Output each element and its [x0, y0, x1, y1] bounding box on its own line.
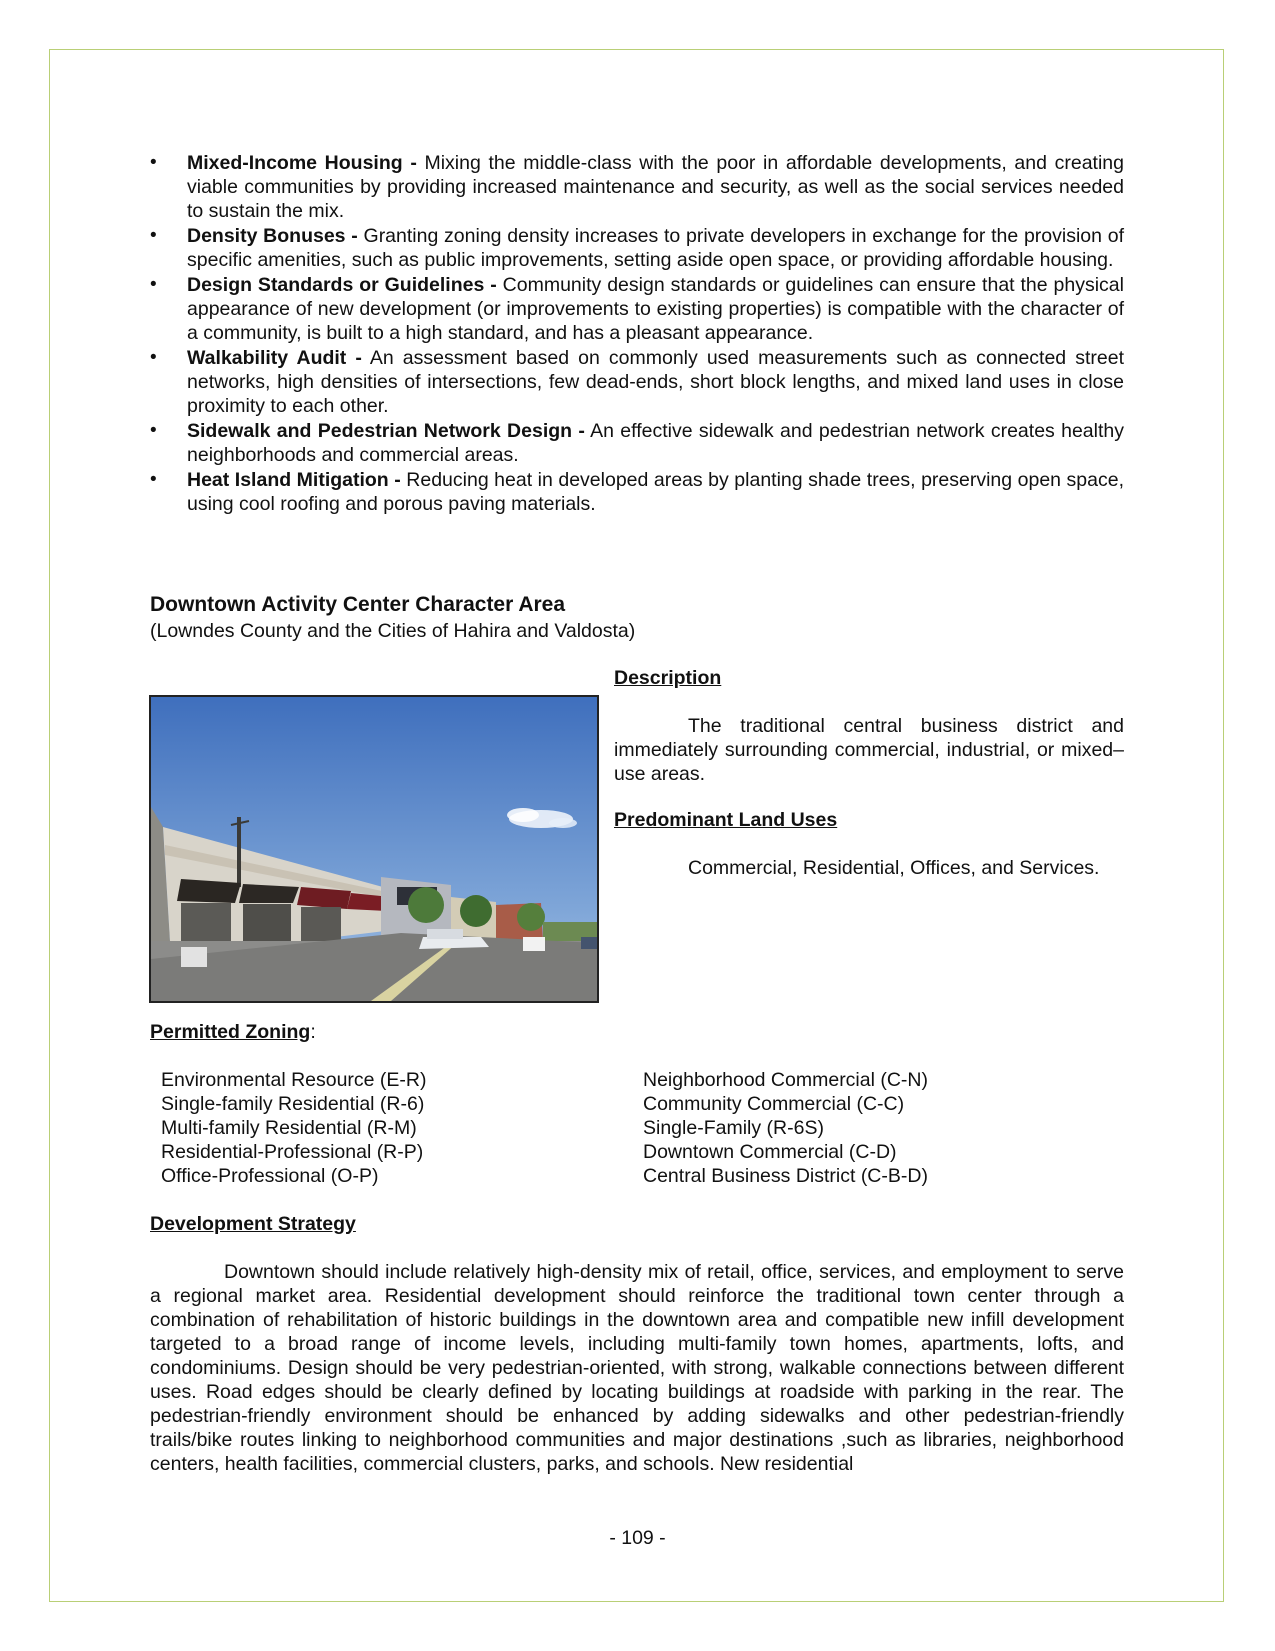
zoning-item: Residential-Professional (R-P)	[161, 1141, 424, 1163]
strategy-bullet-list	[150, 151, 1124, 516]
zoning-heading-line	[150, 1020, 316, 1044]
bullet-item	[150, 468, 1124, 516]
zoning-item: Multi-family Residential (R-M)	[161, 1117, 417, 1139]
bullet-item	[150, 419, 1124, 467]
bullet-term: Heat Island Mitigation -	[187, 469, 401, 491]
zoning-item: Office-Professional (O-P)	[161, 1165, 379, 1187]
zoning-item: Downtown Commercial (C-D)	[643, 1141, 897, 1163]
description-text: The traditional central business district and immediately surrounding commercial, industrial, or mixed–use areas.	[614, 715, 1124, 785]
strategy-text: Downtown should include relatively high-density mix of retail, office, services, and employment to serve a regional market area. Residential development should reinforce the traditional town center through a combination of rehabilitation of historic buildings in the downtown area and compatible new infill development targeted to a broad range of income levels, including multi-family town homes, apartments, lofts, and condominiums. Design should be very pedestrian-oriented, with strong, walkable connections between different uses. Road edges should be clearly defined by locating buildings at roadside with parking in the rear. The pedestrian-friendly environment should be enhanced by adding sidewalks and other pedestrian-friendly trails/bike routes linking to neighborhood communities and major destinations ,such as libraries, neighborhood centers, health facilities, commercial clusters, parks, and schools. New residential	[150, 1261, 1124, 1475]
section-title: Downtown Activity Center Character Area	[150, 593, 566, 616]
bullet-term: Density Bonuses -	[187, 225, 358, 247]
zoning-list-right	[643, 1068, 928, 1188]
bullet-term: Walkability Audit -	[187, 347, 362, 369]
bullet-text: Mixing the middle-class with the poor in affordable developments, and creating viable communities by providing increased maintenance and security, as well as the social services needed to sustain the mix.	[187, 152, 1124, 222]
bullet-item	[150, 346, 1124, 418]
bullet-item	[150, 273, 1124, 345]
bullet-term: Design Standards or Guidelines -	[187, 274, 497, 296]
strategy-heading: Development Strategy	[150, 1213, 356, 1235]
zoning-item: Single-Family (R-6S)	[643, 1117, 824, 1139]
zoning-item: Environmental Resource (E-R)	[161, 1069, 427, 1091]
zoning-item: Neighborhood Commercial (C-N)	[643, 1069, 929, 1091]
section-subtitle: (Lowndes County and the Cities of Hahira and Valdosta)	[150, 620, 636, 642]
bullet-text: An assessment based on commonly used measurements such as connected street networks, high densities of intersections, few dead-ends, short block lengths, and mixed land uses in close proximity to each other.	[187, 347, 1124, 417]
bullet-term: Mixed-Income Housing -	[187, 152, 417, 174]
bullet-text: Community design standards or guidelines can ensure that the physical appearance of new development (or improvements to existing properties) is compatible with the character of a community, is built to a high standard, and has a pleasant appearance.	[187, 274, 1124, 344]
description-heading: Description	[614, 667, 722, 689]
zoning-list-left	[161, 1068, 427, 1188]
land-uses-text: Commercial, Residential, Offices, and Services.	[688, 857, 1100, 879]
bullet-term: Sidewalk and Pedestrian Network Design -	[187, 420, 585, 442]
downtown-street-photo	[149, 695, 599, 1003]
zoning-heading: Permitted Zoning	[150, 1021, 311, 1043]
bullet-text: Granting zoning density increases to private developers in exchange for the provision of specific amenities, such as public improvements, setting aside open space, or providing affordable housing.	[187, 225, 1125, 271]
bullet-item	[150, 224, 1124, 272]
zoning-item: Community Commercial (C-C)	[643, 1093, 905, 1115]
zoning-heading-suffix: :	[310, 1021, 316, 1043]
bullet-item	[150, 151, 1124, 223]
page-number: - 109 -	[609, 1527, 666, 1549]
zoning-item: Single-family Residential (R-6)	[161, 1093, 425, 1115]
zoning-item: Central Business District (C-B-D)	[643, 1165, 928, 1187]
land-uses-heading: Predominant Land Uses	[614, 809, 838, 831]
bullet-text: An effective sidewalk and pedestrian network creates healthy neighborhoods and commercial areas.	[187, 420, 1124, 466]
bullet-text: Reducing heat in developed areas by planting shade trees, preserving open space, using cool roofing and porous paving materials.	[187, 469, 1124, 515]
